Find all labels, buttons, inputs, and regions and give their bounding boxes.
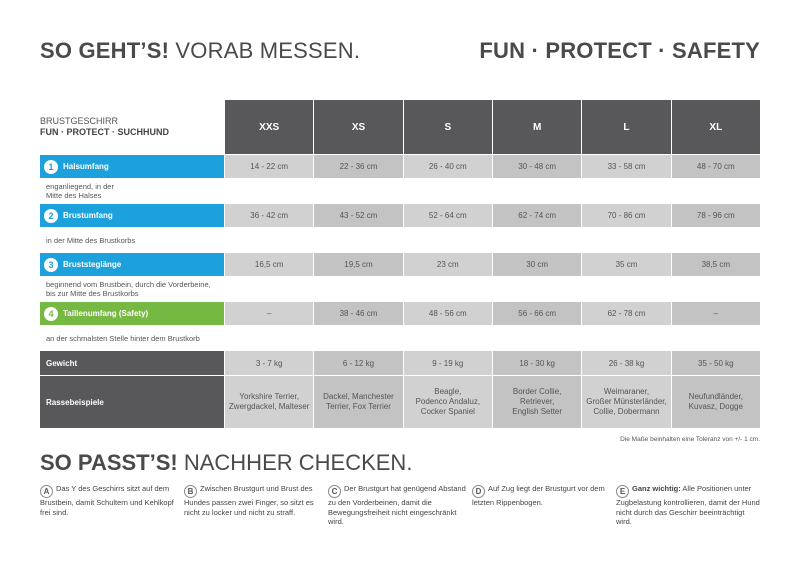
breed-line: Dackel, Manchester [323, 392, 394, 401]
value-cell: 43 - 52 cm [313, 204, 402, 227]
weight-row [40, 351, 760, 375]
size-header-m: M [492, 100, 581, 154]
value-cell: 48 - 70 cm [671, 155, 760, 178]
value-cell: 30 cm [492, 253, 581, 276]
number-badge: 2 [44, 209, 58, 223]
value-cell: 19,5 cm [313, 253, 402, 276]
product-line1: BRUSTGESCHIRR [40, 116, 119, 126]
breed-line: Cocker Spaniel [420, 407, 475, 416]
step-text: Alle Positionen unter Zugbelastung kontrollieren, damit der Hund nicht durch das Geschirr beeinträchtigt wird. [616, 484, 760, 527]
step-text: Der Brustgurt hat genügend Abstand zu den Vorderbeinen, damit die Bewegungsfreiheit nicht eingeschränkt wird. [328, 484, 466, 527]
measurement-description [40, 276, 760, 302]
weight-cell: 18 - 30 kg [492, 351, 581, 375]
description-line: Mitte des Halses [46, 191, 102, 200]
breed-line: Beagle, [434, 387, 462, 396]
description-line: beginnend vom Brustbein, durch die Vorderbeine, [46, 280, 211, 289]
step-text: Das Y des Geschirrs sitzt auf dem Brustbein, damit Schultern und Kehlkopf frei sind. [40, 484, 174, 517]
breed-label: Rassebeispiele [40, 376, 224, 428]
size-table [40, 100, 760, 428]
breed-cell [224, 376, 313, 428]
measurement-label [40, 204, 224, 227]
weight-cell: 9 - 19 kg [403, 351, 492, 375]
weight-label: Gewicht [40, 351, 224, 375]
measurement-name: Bruststeglänge [63, 260, 122, 269]
check-step-d [472, 484, 616, 527]
measurement-row-taillenumfang [40, 302, 760, 325]
page-title [40, 38, 360, 64]
breed-line: Terrier, Fox Terrier [326, 402, 391, 411]
breed-row [40, 376, 760, 428]
measurement-label [40, 155, 224, 178]
value-cell: – [224, 302, 313, 325]
value-cell: 62 - 74 cm [492, 204, 581, 227]
check-step-b [184, 484, 328, 527]
check-step-e [616, 484, 760, 527]
measurement-name: Halsumfang [63, 162, 109, 171]
breed-line: Neufundländer, [688, 392, 743, 401]
breed-line: Zwergdackel, Malteser [228, 402, 310, 411]
value-cell: 38 - 46 cm [313, 302, 402, 325]
product-line2: FUN · PROTECT · SUCHHUND [40, 127, 169, 137]
value-cell: 14 - 22 cm [224, 155, 313, 178]
breed-line: Collie, Dobermann [593, 407, 660, 416]
value-cell: 16,5 cm [224, 253, 313, 276]
value-cell: – [671, 302, 760, 325]
step-letter: E [616, 485, 629, 498]
title-bold: SO GEHT’S! [40, 38, 170, 63]
measurement-row-bruststeglaenge [40, 253, 760, 276]
value-cell: 48 - 56 cm [403, 302, 492, 325]
description-line: in der Mitte des Brustkorbs [46, 235, 136, 245]
check-step-c [328, 484, 472, 527]
breed-line: Yorkshire Terrier, [239, 392, 299, 401]
weight-cell: 26 - 38 kg [581, 351, 670, 375]
breed-line: English Setter [512, 407, 563, 416]
breed-cell [671, 376, 760, 428]
measurement-name: Taillenumfang (Safety) [63, 309, 149, 318]
value-cell: 56 - 66 cm [492, 302, 581, 325]
value-cell: 26 - 40 cm [403, 155, 492, 178]
step-letter: C [328, 485, 341, 498]
step-letter: A [40, 485, 53, 498]
size-header-s: S [403, 100, 492, 154]
tagline: FUN · PROTECT · SAFETY [479, 38, 760, 63]
value-cell: 22 - 36 cm [313, 155, 402, 178]
size-header-row [40, 100, 760, 154]
measurement-label [40, 302, 224, 325]
weight-cell: 35 - 50 kg [671, 351, 760, 375]
number-badge: 3 [44, 258, 58, 272]
description-line: an der schmalsten Stelle hinter dem Brustkorb [46, 333, 200, 343]
size-header-xs: XS [313, 100, 402, 154]
title-rest: VORAB MESSEN. [169, 38, 361, 63]
section-title-bold: SO PASST’S! [40, 450, 178, 475]
measurement-name: Brustumfang [63, 211, 113, 220]
check-step-a [40, 484, 184, 527]
breed-cell [492, 376, 581, 428]
step-bold: Ganz wichtig: [632, 484, 681, 493]
breed-line: Großer Münsterländer, [586, 397, 667, 406]
weight-cell: 3 - 7 kg [224, 351, 313, 375]
measurement-row-halsumfang [40, 155, 760, 178]
breed-cell [313, 376, 402, 428]
section-title [40, 450, 412, 476]
description-line: enganliegend, in der [46, 182, 114, 191]
number-badge: 4 [44, 307, 58, 321]
value-cell: 36 - 42 cm [224, 204, 313, 227]
step-text: Auf Zug liegt der Brustgurt vor dem letzten Rippenbogen. [472, 484, 605, 508]
measurement-description [40, 178, 760, 204]
breed-line: Kuvasz, Dogge [688, 402, 743, 411]
step-text: Zwischen Brustgurt und Brust des Hundes passen zwei Finger, so sitzt es nicht zu locker und nicht zu straff. [184, 484, 314, 517]
measurement-description [40, 325, 760, 351]
section-title-rest: NACHHER CHECKEN. [177, 450, 413, 475]
value-cell: 78 - 96 cm [671, 204, 760, 227]
measurement-row-brustumfang [40, 204, 760, 227]
breed-cell [581, 376, 670, 428]
size-header-xl: XL [671, 100, 760, 154]
value-cell: 33 - 58 cm [581, 155, 670, 178]
step-letter: D [472, 485, 485, 498]
tolerance-note: Die Maße beinhalten eine Toleranz von +/- 1 cm. [620, 436, 760, 443]
value-cell: 70 - 86 cm [581, 204, 670, 227]
value-cell: 30 - 48 cm [492, 155, 581, 178]
breed-line: Weimaraner, [603, 387, 650, 396]
value-cell: 23 cm [403, 253, 492, 276]
number-badge: 1 [44, 160, 58, 174]
breed-line: Podenco Andaluz, [415, 397, 481, 406]
size-header-l: L [581, 100, 670, 154]
product-name [40, 100, 224, 154]
check-steps [40, 484, 760, 527]
size-header-xxs: XXS [224, 100, 313, 154]
value-cell: 62 - 78 cm [581, 302, 670, 325]
value-cell: 35 cm [581, 253, 670, 276]
step-letter: B [184, 485, 197, 498]
breed-cell [403, 376, 492, 428]
weight-cell: 6 - 12 kg [313, 351, 402, 375]
value-cell: 52 - 64 cm [403, 204, 492, 227]
value-cell: 38,5 cm [671, 253, 760, 276]
breed-line: Border Collie, Retriever, [512, 387, 562, 406]
description-line: bis zur Mitte des Brustkorbs [46, 289, 139, 298]
measurement-description [40, 227, 760, 253]
measurement-label [40, 253, 224, 276]
